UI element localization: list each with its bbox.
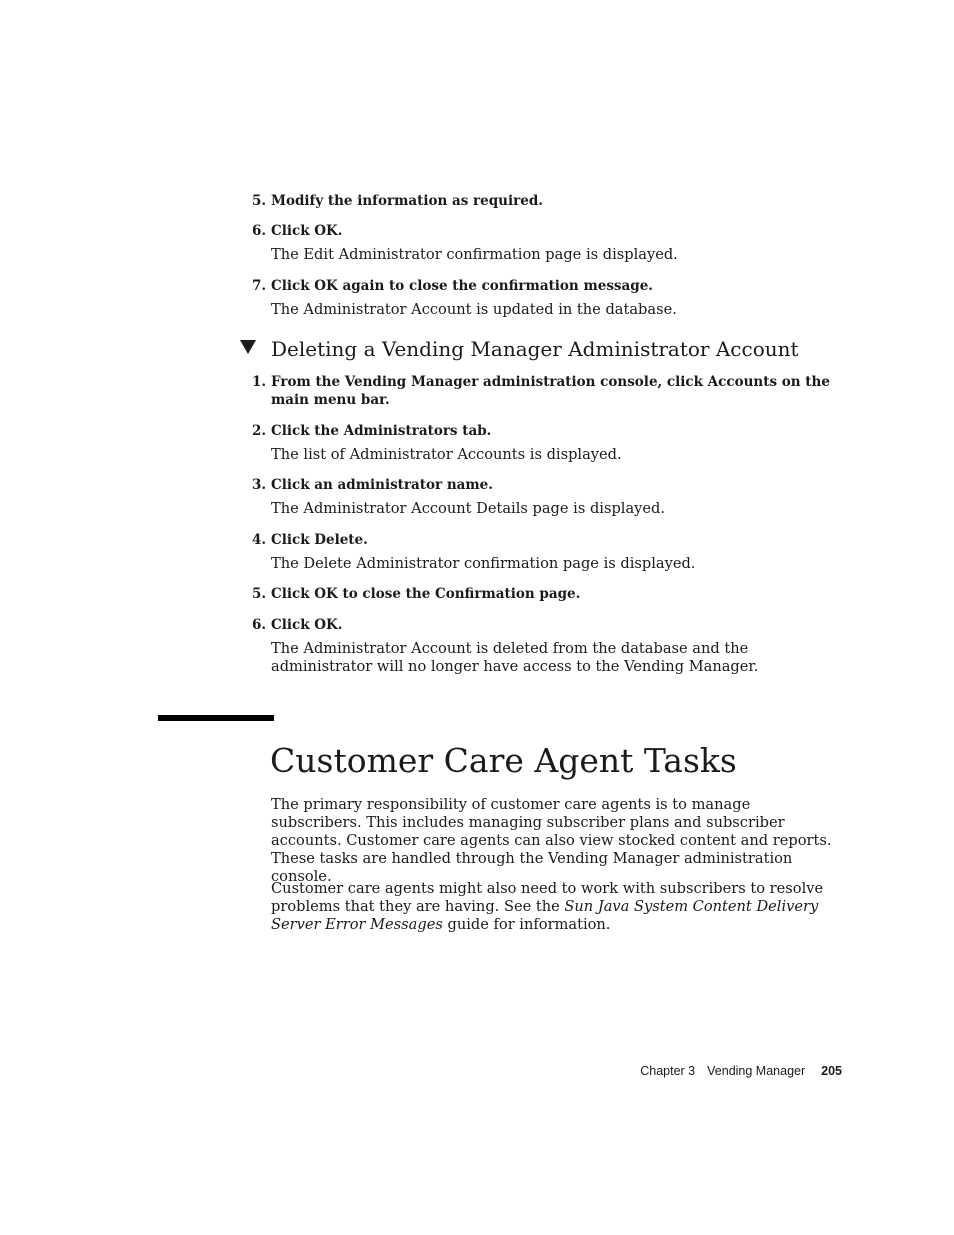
step-result: The Delete Administrator confirmation page is displayed. [271, 555, 696, 572]
step-number: 6. [252, 617, 267, 633]
step-result: The list of Administrator Accounts is displayed. [271, 446, 622, 463]
step-result: The Administrator Account is updated in the database. [271, 301, 677, 318]
footer-chapter-title: Vending Manager [707, 1064, 806, 1078]
step-result: The Administrator Account is deleted from the database and the administrator will no longer have access to the Vending Manager. [271, 640, 759, 675]
paragraph-text: guide for information. [442, 916, 611, 933]
step-text: Click OK. [271, 617, 343, 633]
triangle-down-icon [240, 340, 256, 354]
section-rule [158, 715, 274, 721]
step-text: Click the Administrators tab. [271, 423, 492, 439]
step-number: 2. [252, 423, 267, 439]
step-text: Click OK to close the Confirmation page. [271, 586, 581, 602]
section-paragraph [271, 880, 843, 934]
section-paragraph: The primary responsibility of customer care agents is to manage subscribers. This includes managing subscriber plans and subscriber accounts. Customer care agents can also view stocked content and reports. These tasks are handled through the Vending Manager administration console. [271, 796, 832, 885]
step-number: 5. [252, 586, 267, 602]
step-number: 6. [252, 223, 267, 239]
paragraph-text: Customer care agents might also need to work with subscribers to resolve problems that they are having. See the [271, 880, 824, 915]
step-result: The Edit Administrator confirmation page is displayed. [271, 246, 678, 263]
footer-chapter: Chapter 3 [640, 1064, 696, 1078]
section-title: Customer Care Agent Tasks [270, 741, 737, 780]
step-text: Modify the information as required. [271, 193, 543, 209]
step-number: 1. [252, 374, 267, 390]
page-footer [560, 1063, 842, 1079]
step-number: 3. [252, 477, 267, 493]
page-number: 205 [821, 1064, 842, 1078]
step-text: Click Delete. [271, 532, 368, 548]
step-text: Click OK. [271, 223, 343, 239]
step-number: 4. [252, 532, 267, 548]
step-number: 7. [252, 278, 267, 294]
step-text: Click OK again to close the confirmation message. [271, 278, 654, 294]
step-text: Click an administrator name. [271, 477, 493, 493]
step-text: From the Vending Manager administration console, click Accounts on the main menu bar. [271, 374, 830, 408]
step-number: 5. [252, 193, 267, 209]
step-result: The Administrator Account Details page is displayed. [271, 500, 666, 517]
book-title: Sun Java System Content Delivery Server Error Messages [271, 898, 819, 933]
procedure-heading-text: Deleting a Vending Manager Administrator Account [271, 337, 799, 361]
